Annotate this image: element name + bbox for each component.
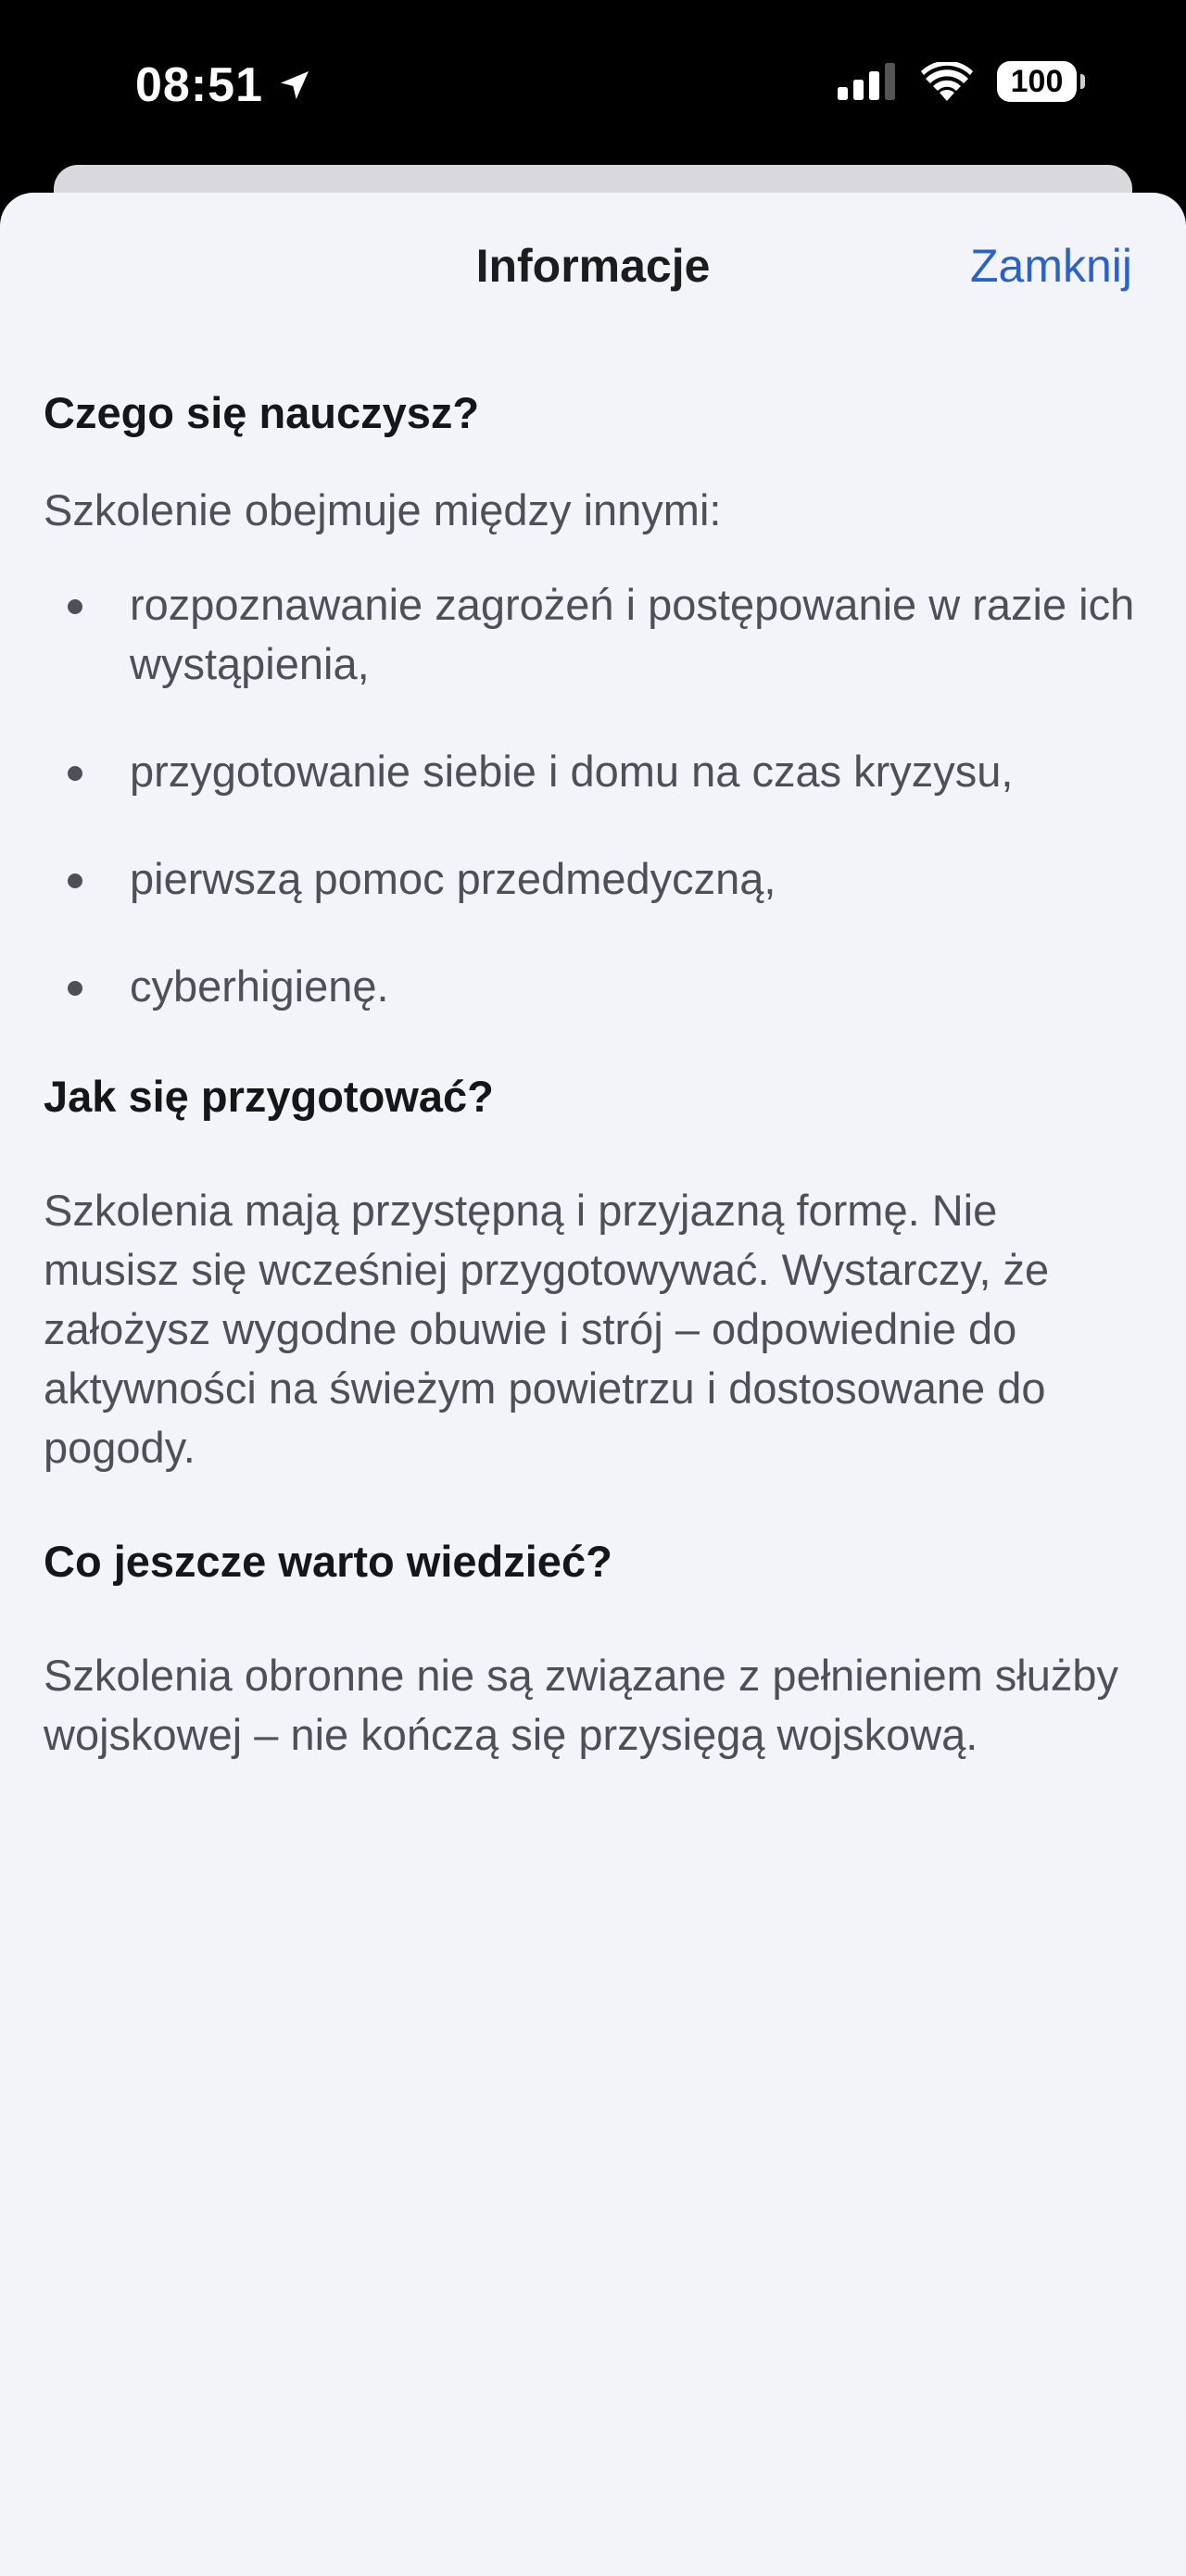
list-item-text: cyberhigienę. xyxy=(130,961,389,1011)
topics-list xyxy=(44,575,1142,1016)
list-item-text: pierwszą pomoc przedmedyczną, xyxy=(130,854,776,903)
section-heading: Czego się nauczysz? xyxy=(44,388,480,437)
sheet-content xyxy=(44,384,1142,1765)
list-item xyxy=(44,575,1142,694)
wifi-icon xyxy=(921,62,973,101)
section-text: Szkolenia obronne nie są związane z pełnieniem służby wojskowej – nie kończą się przysięgą wojskową. xyxy=(44,1651,1119,1759)
status-indicators xyxy=(838,61,1077,102)
bullet-icon xyxy=(68,981,82,996)
bullet-icon xyxy=(68,873,82,888)
battery-level: 100 xyxy=(1010,63,1064,99)
list-item-text: rozpoznawanie zagrożeń i postępowanie w razie ich wystąpienia, xyxy=(130,580,1135,688)
bullet-icon xyxy=(68,599,82,614)
list-item xyxy=(44,957,1142,1016)
list-item xyxy=(44,742,1142,801)
info-sheet xyxy=(0,193,1186,2576)
bullet-icon xyxy=(68,766,82,781)
close-button[interactable]: Zamknij xyxy=(969,240,1132,292)
sheet-title: Informacje xyxy=(475,240,711,292)
status-bar xyxy=(0,0,1186,167)
status-time-label: 08:51 xyxy=(135,58,263,112)
section-intro: Szkolenie obejmuje między innymi: xyxy=(44,485,722,534)
battery-icon xyxy=(997,61,1077,102)
cellular-signal-icon xyxy=(838,63,897,100)
location-arrow-icon xyxy=(276,67,313,104)
status-time xyxy=(135,57,313,113)
section-heading: Co jeszcze warto wiedzieć? xyxy=(44,1537,612,1586)
list-item xyxy=(44,849,1142,909)
section-text: Szkolenia mają przystępną i przyjazną formę. Nie musisz się wcześniej przygotowywać. Wystarczy, że założysz wygodne obuwie i strój – odpowiednie do aktywności na świeżym powietrzu i dostosowane do pogody. xyxy=(44,1186,1050,1472)
list-item-text: przygotowanie siebie i domu na czas kryzysu, xyxy=(130,747,1014,796)
section-heading: Jak się przygotować? xyxy=(44,1072,494,1121)
